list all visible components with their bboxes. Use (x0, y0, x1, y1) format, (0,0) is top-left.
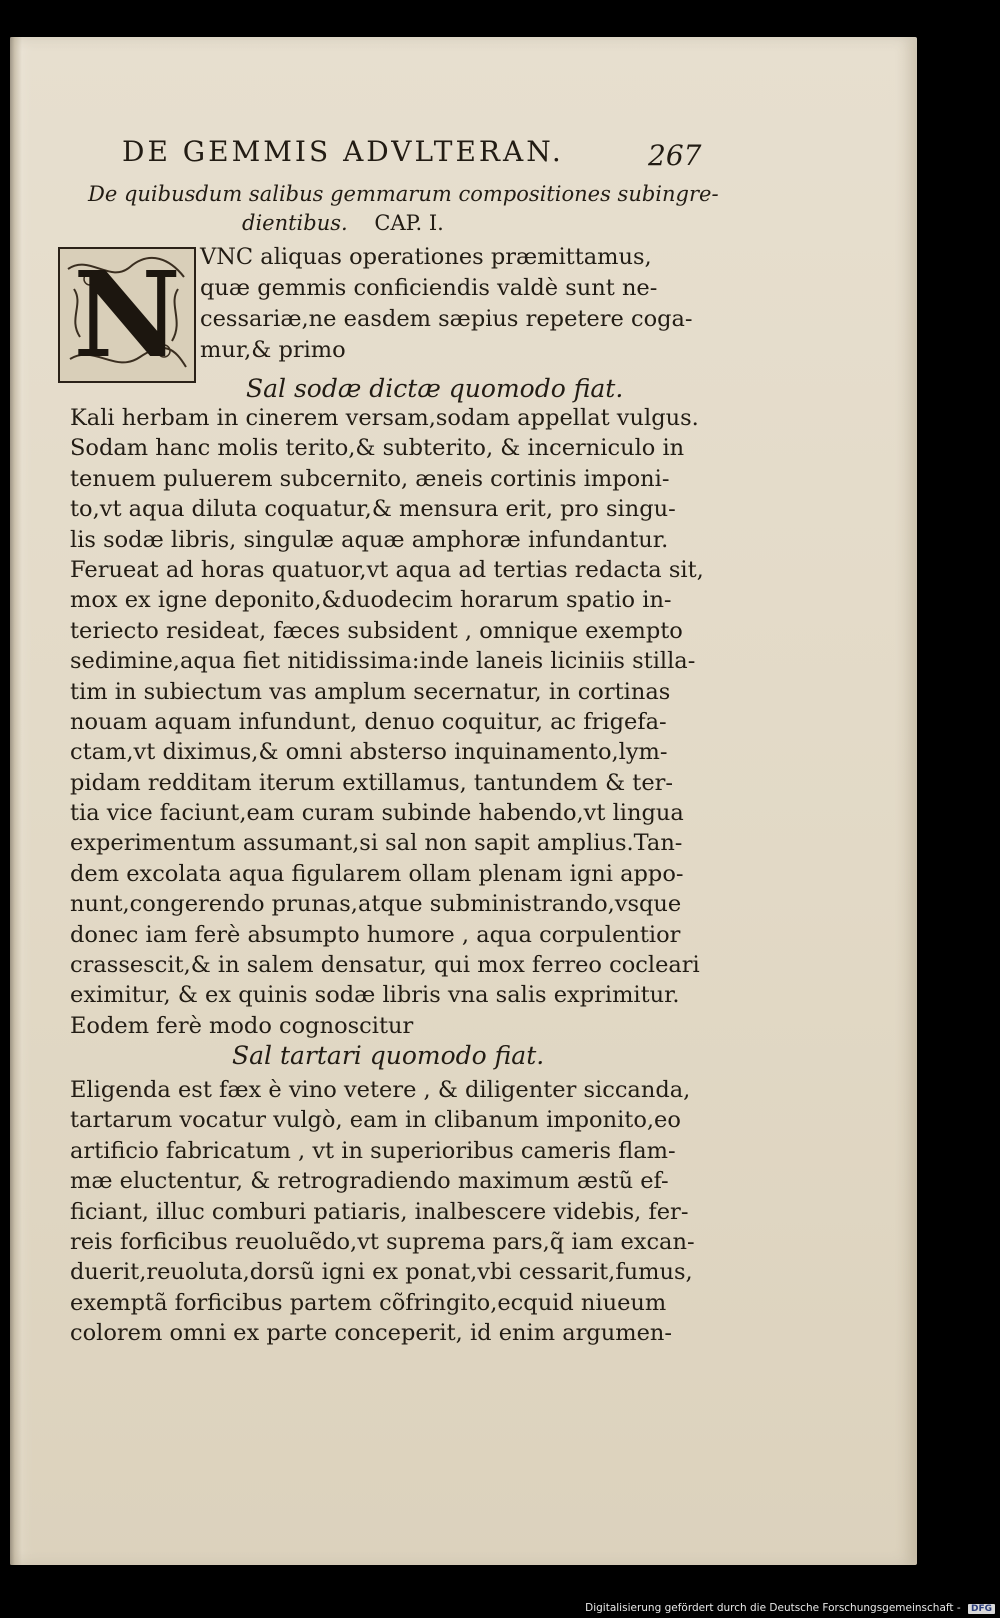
text-line: exemptã forficibus partem cõfringito,ecquid niueum (70, 1289, 667, 1316)
text-line: mæ eluctentur, & retrogradiendo maximum æstũ ef- (70, 1168, 669, 1195)
text-line: experimentum assumant,si sal non sapit amplius.Tan- (70, 830, 683, 857)
decorated-initial (58, 247, 196, 383)
intro-line: mur,& primo (200, 337, 346, 363)
text-line: artificio fabricatum , vt in superioribus cameris flam- (70, 1137, 676, 1164)
section-heading: Sal sodæ dictæ quomodo fiat. (246, 374, 624, 403)
text-line: Eodem ferè modo cognoscitur (70, 1012, 414, 1039)
chapter-label: CAP. I. (374, 211, 444, 235)
chapter-title-line2-text: dientibus. (242, 211, 348, 235)
digitization-credit (585, 1602, 995, 1614)
text-line: ficiant, illuc comburi patiaris, inalbescere videbis, fer- (70, 1198, 689, 1225)
page-number: 267 (648, 139, 702, 172)
text-line: tim in subiectum vas amplum secernatur, in cortinas (70, 678, 671, 705)
text-line: colorem omni ex parte conceperit, id enim argumen- (70, 1320, 673, 1347)
text-line: Sodam hanc molis terito,& subterito, & incerniculo in (70, 435, 685, 462)
initial-letter: N (73, 245, 181, 384)
text-line: Eligenda est fæx è vino vetere , & diligenter siccanda, (70, 1077, 691, 1103)
text-line: ctam,vt diximus,& omni absterso inquinamento,lym- (70, 739, 668, 766)
text-line: Kali herbam in cinerem versam,sodam appellat vulgus. (70, 405, 699, 431)
text-line: lis sodæ libris, singulæ aquæ amphoræ infundantur. (70, 526, 669, 553)
text-line: dem excolata aqua figularem ollam plenam igni appo- (70, 860, 684, 887)
intro-line: quæ gemmis conficiendis valdè sunt ne- (200, 275, 658, 301)
text-line: mox ex igne deponito,&duodecim horarum spatio in- (70, 587, 672, 614)
text-line: nunt,congerendo prunas,atque subministrando,vsque (70, 891, 682, 918)
text-line: eximitur, & ex quinis sodæ libris vna salis exprimitur. (70, 982, 680, 1009)
text-line: duerit,reuoluta,dorsũ igni ex ponat,vbi cessarit,fumus, (70, 1259, 693, 1286)
text-line: donec iam ferè absumpto humore , aqua corpulentior (70, 921, 681, 948)
text-line: tenuem puluerem subcernito, æneis cortinis imponi- (70, 465, 670, 492)
text-line: crassescit,& in salem densatur, qui mox ferreo cocleari (70, 952, 700, 979)
chapter-title-line2 (242, 211, 444, 235)
text-line: sedimine,aqua fiet nitidissima:inde laneis liciniis stilla- (70, 648, 696, 675)
text-line: to,vt aqua diluta coquatur,& mensura erit, pro singu- (70, 496, 676, 523)
running-head: DE GEMMIS ADVLTERAN. (122, 135, 564, 168)
intro-line: VNC aliquas operationes præmittamus, (200, 244, 652, 270)
section-heading: Sal tartari quomodo fiat. (232, 1041, 545, 1070)
text-line: tartarum vocatur vulgò, eam in clibanum imponito,eo (70, 1107, 681, 1134)
text-line: teriecto resideat, fæces subsident , omnique exempto (70, 617, 683, 644)
book-page (10, 37, 917, 1565)
intro-line: cessariæ,ne easdem sæpius repetere coga- (200, 306, 693, 332)
section-body (70, 403, 704, 1041)
text-line: Ferueat ad horas quatuor,vt aqua ad tertias redacta sit, (70, 556, 704, 583)
text-line: nouam aquam infundunt, denuo coquitur, ac frigefa- (70, 708, 667, 735)
section-body (70, 1075, 695, 1349)
credit-text: Digitalisierung gefördert durch die Deutsche Forschungsgemeinschaft - (585, 1602, 961, 1614)
chapter-title-line1: De quibusdum salibus gemmarum compositiones subingre- (88, 182, 719, 206)
text-line: tia vice faciunt,eam curam subinde habendo,vt lingua (70, 800, 684, 827)
text-line: reis forficibus reuoluẽdo,vt suprema pars,q̃ iam excan- (70, 1228, 695, 1255)
dfg-logo: DFG (968, 1604, 995, 1614)
text-line: pidam redditam iterum extillamus, tantundem & ter- (70, 769, 674, 796)
